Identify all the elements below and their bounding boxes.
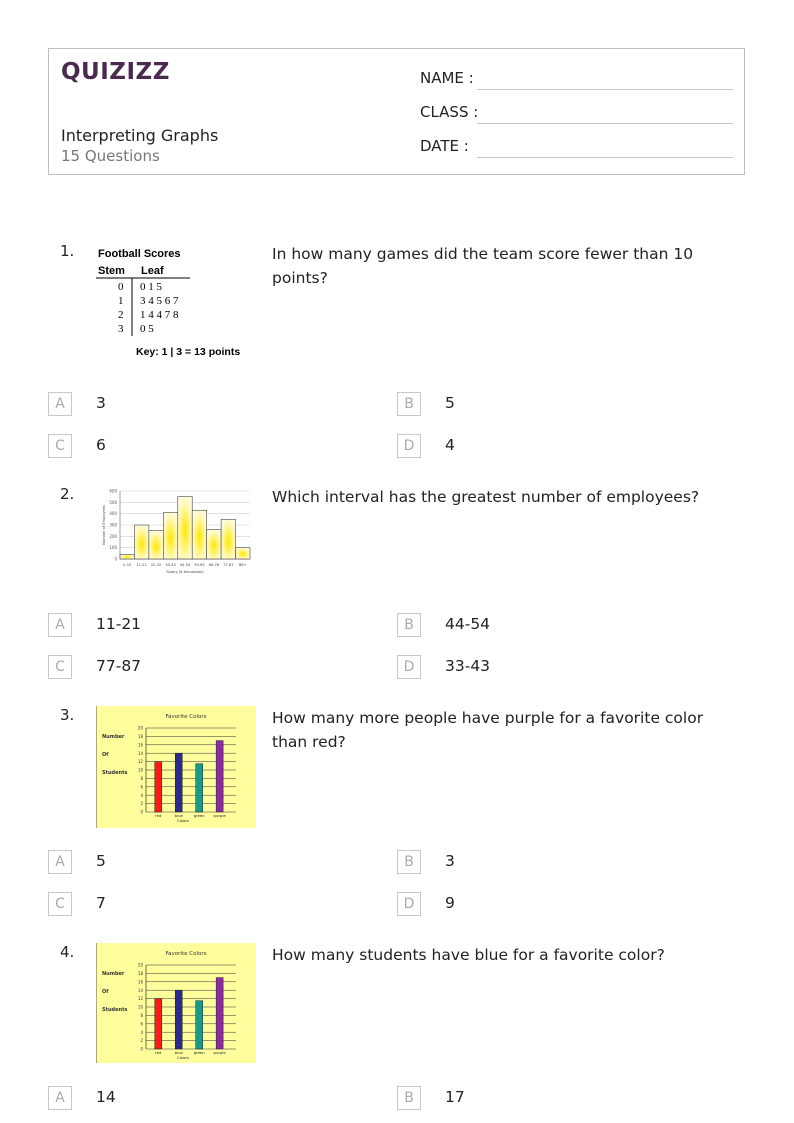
histogram-bar [163, 513, 177, 559]
y-tick-label: 6 [140, 784, 143, 790]
x-tick-label: 11-21 [136, 563, 147, 567]
x-tick-label: 55-65 [194, 563, 205, 567]
option-letter: B [397, 392, 421, 416]
option-letter: C [48, 892, 72, 916]
worksheet-header [48, 48, 745, 175]
histogram-bar [149, 531, 163, 559]
worksheet-title: Interpreting Graphs [61, 126, 219, 145]
option-letter: A [48, 613, 72, 637]
leaf-values: 3 4 5 6 7 [140, 295, 179, 307]
quizizz-logo: QUIZIZZ [61, 59, 170, 85]
y-tick-label: 20 [137, 962, 143, 968]
question-count: 15 Questions [61, 147, 160, 165]
y-tick-label: 12 [137, 759, 143, 765]
x-tick-label: blue [174, 1050, 183, 1055]
y-tick-label: 300 [109, 522, 117, 528]
y-tick-label: 0 [114, 556, 117, 562]
color-bar [155, 999, 162, 1049]
y-tick-label: 200 [109, 533, 117, 539]
option-letter: D [397, 655, 421, 679]
option-letter: D [397, 434, 421, 458]
leaf-values: 0 1 5 [140, 281, 162, 293]
question-number: 2. [60, 485, 75, 503]
salary-histogram [96, 485, 256, 585]
option-letter: B [397, 613, 421, 637]
name-label: NAME : [420, 69, 474, 87]
x-tick-label: purple [213, 813, 226, 818]
histogram-bar [221, 519, 235, 559]
y-tick-label: 400 [109, 511, 117, 517]
question-text: In how many games did the team score fewer than 10 points? [272, 245, 694, 287]
leaf-values: 1 4 4 7 8 [140, 309, 179, 321]
option-value: 44-54 [445, 615, 491, 633]
color-bar [155, 762, 162, 812]
question-number: 1. [60, 242, 75, 260]
color-bar [216, 741, 223, 812]
color-bar [196, 764, 203, 812]
y-tick-label: 6 [140, 1021, 143, 1027]
option-letter: C [48, 655, 72, 679]
question-number: 3. [60, 706, 75, 724]
name-line [477, 89, 733, 90]
date-line [477, 157, 733, 158]
option-letter: A [48, 1086, 72, 1110]
y-tick-label: 18 [137, 734, 143, 739]
y-tick-label: 4 [140, 1029, 143, 1035]
y-tick-label: 2 [140, 1038, 143, 1044]
color-bar [175, 753, 182, 812]
y-tick-label: 0 [140, 809, 143, 815]
option-letter: C [48, 434, 72, 458]
y-axis-label: Number of Employees [102, 505, 106, 545]
histogram-bar [192, 510, 206, 559]
stem-value: 3 [118, 323, 124, 335]
y-tick-label: 16 [137, 979, 143, 985]
option-value: 6 [96, 436, 106, 454]
stem-leaf-plot [96, 242, 256, 364]
x-tick-label: purple [213, 1050, 226, 1055]
x-axis-label: Colors [177, 818, 189, 823]
y-tick-label: 8 [140, 1013, 143, 1018]
y-tick-label: 0 [140, 1046, 143, 1052]
option-value: 5 [96, 852, 106, 870]
favorite-colors-chart [96, 706, 256, 828]
option-letter: B [397, 1086, 421, 1110]
y-tick-label: 100 [109, 545, 117, 551]
y-tick-label: 2 [140, 801, 143, 807]
x-tick-label: 0-10 [123, 563, 132, 567]
question-text: How many more people have purple for a favorite color than red? [272, 709, 704, 751]
histogram-bar [207, 530, 221, 559]
question-text: Which interval has the greatest number of employees? [272, 488, 700, 506]
x-tick-label: 66-76 [208, 563, 220, 567]
option-value: 5 [445, 394, 455, 412]
x-tick-label: red [155, 1050, 162, 1055]
class-label: CLASS : [420, 103, 479, 121]
histogram-bar [178, 497, 192, 559]
stem-value: 0 [118, 281, 124, 293]
leaf-values: 0 5 [140, 323, 154, 335]
stem-leaf-key: Key: 1 | 3 = 13 points [136, 346, 241, 358]
option-value: 33-43 [445, 657, 491, 675]
y-axis-label: Students [102, 1007, 128, 1013]
y-axis-label: Number [102, 734, 125, 740]
x-tick-label: red [155, 813, 162, 818]
x-tick-label: blue [174, 813, 183, 818]
y-axis-label: Of [102, 989, 109, 995]
y-tick-label: 10 [137, 767, 143, 773]
y-tick-label: 10 [137, 1004, 143, 1010]
histogram-bar [120, 554, 134, 559]
y-axis-label: Of [102, 752, 109, 758]
stem-value: 1 [118, 295, 124, 307]
y-axis-label: Students [102, 770, 128, 776]
date-field[interactable] [420, 137, 469, 157]
option-value: 3 [96, 394, 106, 412]
x-tick-label: 44-54 [179, 563, 191, 567]
color-bar [196, 1001, 203, 1049]
y-tick-label: 18 [137, 971, 143, 976]
option-value: 9 [445, 894, 455, 912]
x-tick-label: green [193, 1050, 205, 1055]
x-tick-label: 33-43 [165, 563, 176, 567]
option-letter: A [48, 850, 72, 874]
option-value: 17 [445, 1088, 465, 1106]
chart-title: Favorite Colors [165, 951, 207, 957]
stem-header: Stem [98, 265, 125, 277]
histogram-bar [134, 525, 148, 559]
option-letter: A [48, 392, 72, 416]
stem-leaf-title: Football Scores [98, 248, 181, 260]
stem-value: 2 [118, 309, 124, 321]
option-value: 3 [445, 852, 455, 870]
y-tick-label: 4 [140, 792, 143, 798]
x-tick-label: 22-32 [150, 563, 162, 567]
question-text: How many students have blue for a favorite color? [272, 946, 665, 964]
color-bar [175, 990, 182, 1049]
chart-title: Favorite Colors [165, 714, 207, 720]
class-field[interactable] [420, 103, 478, 123]
color-bar [216, 978, 223, 1049]
histogram-bar [236, 548, 250, 559]
question-number: 4. [60, 943, 75, 961]
x-tick-label: green [193, 813, 205, 818]
y-tick-label: 12 [137, 996, 143, 1002]
date-label: DATE : [420, 137, 469, 155]
option-letter: B [397, 850, 421, 874]
option-value: 77-87 [96, 657, 142, 675]
y-tick-label: 20 [137, 725, 143, 731]
y-tick-label: 16 [137, 742, 143, 748]
name-field[interactable] [420, 69, 474, 89]
class-line [477, 123, 733, 124]
y-tick-label: 14 [137, 987, 143, 993]
x-axis-label: Colors [177, 1055, 189, 1060]
y-axis-label: Number [102, 971, 125, 977]
option-value: 11-21 [96, 615, 142, 633]
option-letter: D [397, 892, 421, 916]
y-tick-label: 14 [137, 750, 143, 756]
y-tick-label: 8 [140, 776, 143, 781]
leaf-header: Leaf [141, 265, 164, 277]
x-tick-label: 77-87 [223, 563, 234, 567]
option-value: 4 [445, 436, 455, 454]
option-value: 14 [96, 1088, 116, 1106]
favorite-colors-chart [96, 943, 256, 1063]
option-value: 7 [96, 894, 106, 912]
x-axis-label: Salary ($ thousands) [166, 570, 204, 574]
x-tick-label: 88+ [238, 563, 247, 567]
y-tick-label: 600 [109, 488, 117, 494]
y-tick-label: 500 [109, 499, 117, 505]
